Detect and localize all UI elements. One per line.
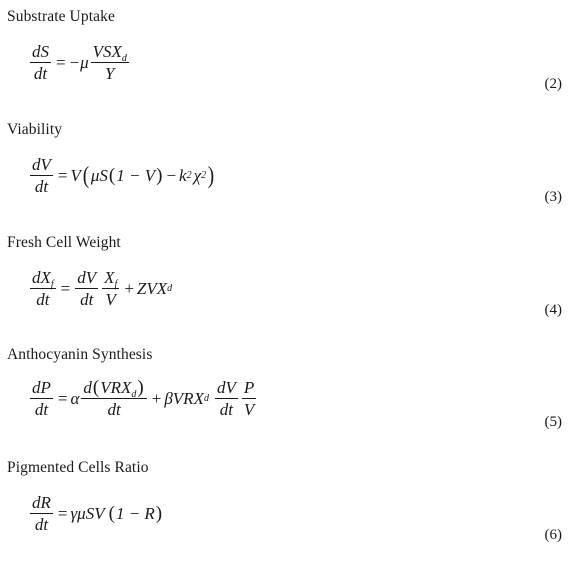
fraction-denominator: V bbox=[105, 290, 116, 309]
lhs-fraction bbox=[30, 493, 53, 534]
close-paren-inner: ) bbox=[156, 164, 163, 186]
open-paren: ( bbox=[82, 162, 90, 189]
section-heading: Viability bbox=[7, 121, 63, 138]
fraction-denominator: V bbox=[243, 400, 255, 419]
plus-sign: + bbox=[151, 388, 162, 408]
lhs-fraction bbox=[30, 42, 51, 83]
one-minus-r: 1 − R bbox=[115, 503, 155, 523]
rhs-fraction bbox=[91, 42, 129, 83]
lhs-numerator: dR bbox=[32, 493, 51, 512]
lhs-fraction bbox=[30, 378, 53, 419]
lhs-denominator: dt bbox=[33, 64, 48, 83]
equals-sign: = bbox=[57, 388, 68, 408]
lhs-denominator: dt bbox=[36, 290, 50, 309]
minus-mu: −μ bbox=[68, 52, 89, 72]
equation-4: $\frac{dX_f}{dt}$ = $\frac{dV}{dt}$ $\frac{X_f}{V}$ + ZVX d bbox=[32, 268, 173, 309]
fraction-denominator: dt bbox=[107, 400, 121, 419]
chi-term: χ bbox=[193, 165, 202, 185]
lhs-fraction bbox=[30, 155, 53, 196]
section-heading: Fresh Cell Weight bbox=[7, 234, 121, 251]
close-paren: ) bbox=[137, 377, 144, 398]
lhs-numerator-sub: f bbox=[50, 279, 54, 290]
equation-5: $\frac{dP}{dt}$ = α $\frac{d(VRX_d)}{dt}$ + βVRX d $\frac{dV}{dt}$ $\frac{P}{V}$ bbox=[32, 377, 255, 419]
lhs-numerator: dV bbox=[32, 155, 51, 174]
equation-number: (3) bbox=[544, 189, 562, 205]
section-fresh-cell-weight bbox=[0, 234, 580, 334]
rhs-numerator-text: VSX bbox=[92, 42, 122, 61]
equals-sign: = bbox=[60, 278, 71, 298]
vrx-term: VRX bbox=[100, 378, 132, 397]
open-paren: ( bbox=[108, 502, 115, 524]
section-viability bbox=[0, 121, 580, 221]
lhs-denominator: dt bbox=[34, 177, 49, 196]
k-term: k bbox=[179, 165, 187, 185]
lhs-denominator: dt bbox=[34, 515, 49, 534]
mu-s-term: μS bbox=[90, 165, 108, 185]
fraction-numerator: dV bbox=[77, 268, 97, 287]
fraction-numerator-sub: f bbox=[114, 279, 118, 290]
equation-3: $\frac{dV}{dt}$ = V ( μS ( 1 − V ) − k 2 χ 2 ) bbox=[32, 155, 215, 196]
d-vrx-dt-fraction bbox=[81, 378, 146, 419]
equation-2 bbox=[28, 42, 131, 83]
fraction-numerator bbox=[102, 268, 119, 288]
section-heading: Pigmented Cells Ratio bbox=[7, 459, 149, 476]
beta-vrx-term: βVRX bbox=[164, 388, 204, 408]
dv-dt-fraction bbox=[215, 378, 238, 419]
equation-6 bbox=[28, 493, 163, 534]
alpha-term: α bbox=[70, 388, 80, 408]
plus-sign: + bbox=[124, 278, 134, 298]
section-heading: Substrate Uptake bbox=[7, 8, 115, 25]
d-term: d bbox=[83, 378, 92, 397]
fraction-numerator: dV bbox=[216, 378, 236, 397]
lhs-denominator: dt bbox=[34, 400, 49, 419]
equation-number: (4) bbox=[544, 302, 562, 318]
rhs-numerator bbox=[91, 42, 129, 62]
fraction-numerator bbox=[81, 378, 146, 398]
fraction-numerator-text: X bbox=[104, 268, 115, 287]
lhs-numerator: dS bbox=[32, 42, 49, 61]
close-paren: ) bbox=[155, 502, 163, 524]
dv-dt-fraction bbox=[75, 268, 98, 309]
fraction-denominator: dt bbox=[80, 290, 94, 309]
equation-number: (6) bbox=[544, 527, 562, 543]
xf-v-fraction bbox=[102, 268, 119, 309]
section-substrate-uptake bbox=[0, 8, 580, 108]
zvx-term: ZVX bbox=[136, 278, 168, 298]
open-paren: ( bbox=[92, 377, 100, 398]
close-paren: ) bbox=[207, 162, 215, 189]
one-minus-v: 1 − V bbox=[116, 165, 156, 185]
minus-sign: − bbox=[166, 165, 177, 185]
section-anthocyanin-synthesis bbox=[0, 346, 580, 446]
p-v-fraction bbox=[242, 378, 256, 419]
rhs-denominator: Y bbox=[105, 64, 115, 83]
lhs-numerator-text: dX bbox=[32, 268, 51, 287]
lhs-numerator: dP bbox=[32, 378, 51, 397]
lhs-numerator bbox=[30, 268, 56, 288]
section-pigmented-cells-ratio bbox=[0, 459, 580, 559]
equals-sign: = bbox=[56, 52, 66, 72]
equation-number: (2) bbox=[544, 76, 562, 92]
equals-sign: = bbox=[57, 165, 68, 185]
gamma-mu-sv-term: γμSV bbox=[70, 503, 105, 523]
v-term: V bbox=[70, 165, 81, 185]
fraction-denominator: dt bbox=[219, 400, 234, 419]
fraction-numerator: P bbox=[243, 378, 255, 397]
equals-sign: = bbox=[57, 503, 68, 523]
open-paren-inner: ( bbox=[108, 164, 116, 186]
rhs-numerator-sub: d bbox=[121, 53, 127, 64]
vrx-sub: d bbox=[131, 389, 137, 400]
lhs-fraction bbox=[30, 268, 56, 309]
section-heading: Anthocyanin Synthesis bbox=[7, 346, 153, 363]
equation-number: (5) bbox=[544, 414, 562, 430]
